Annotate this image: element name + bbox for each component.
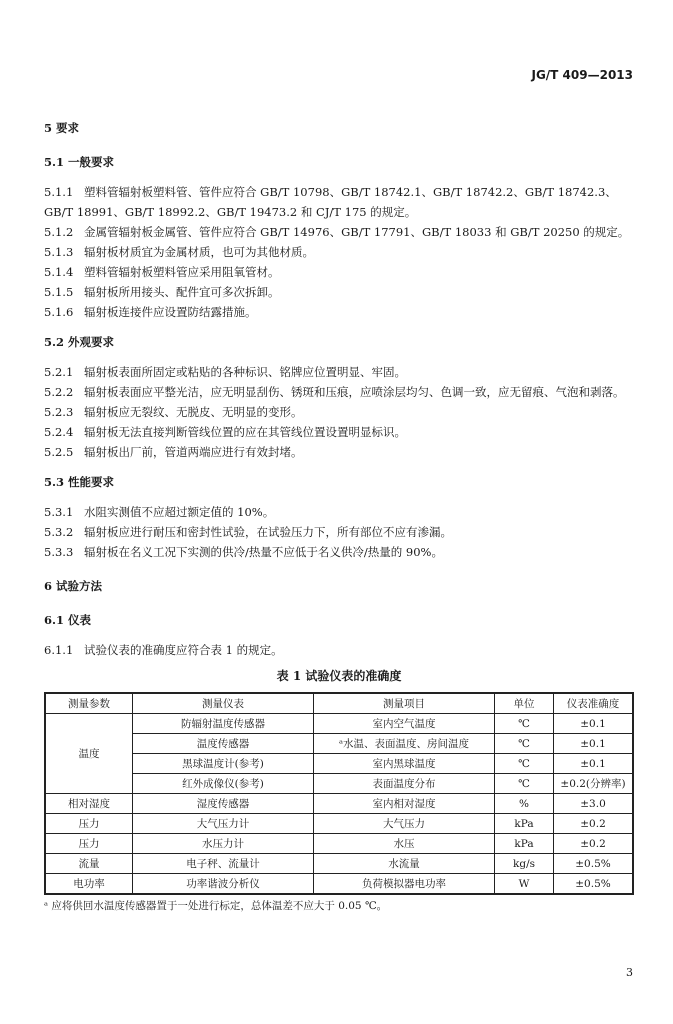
section-5-1-title: 5.1 一般要求 [44,155,115,169]
unit-cell: W [495,874,554,895]
param-cell: 流量 [45,854,133,874]
item-cell: 水流量 [314,854,495,874]
section-6-title: 6 试验方法 [44,579,103,593]
instrument-cell: 黑球温度计(参考) [133,754,314,774]
header-param: 测量参数 [45,693,133,714]
instrument-cell: 防辐射温度传感器 [133,714,314,734]
param-cell: 相对湿度 [45,794,133,814]
table-row [45,814,633,834]
standard-code: JG/T 409—2013 [531,68,633,82]
item-cell: 室内相对湿度 [314,794,495,814]
clause-6-1-1: 6.1.1 试验仪表的准确度应符合表 1 的规定。 [44,643,283,657]
instrument-cell: 湿度传感器 [133,794,314,814]
unit-cell: ℃ [495,734,554,754]
instrument-cell: 红外成像仪(参考) [133,774,314,794]
unit-cell: % [495,794,554,814]
item-cell: 室内黑球温度 [314,754,495,774]
clause-5-1-2: 5.1.2 金属管辐射板金属管、管件应符合 GB/T 14976、GB/T 17791、GB/T 18033 和 GB/T 20250 的规定。 [44,225,630,239]
section-5-title: 5 要求 [44,121,80,135]
item-cell: 负荷模拟器电功率 [314,874,495,895]
section-6-1-title: 6.1 仪表 [44,613,92,627]
table-row [45,774,633,794]
clause-5-1-5: 5.1.5 辐射板所用接头、配件宜可多次拆卸。 [44,285,280,299]
clause-5-3-1: 5.3.1 水阻实测值不应超过额定值的 10%。 [44,505,275,519]
header-instrument: 测量仪表 [133,693,314,714]
table-row [45,734,633,754]
table-1-title: 表 1 试验仪表的准确度 [276,669,402,683]
document-body [44,118,634,915]
unit-cell: kPa [495,834,554,854]
unit-cell: ℃ [495,754,554,774]
accuracy-cell: ±0.1 [554,754,634,774]
clause-5-1-3: 5.1.3 辐射板材质宜为金属材质，也可为其他材质。 [44,245,314,259]
param-cell-temperature: 温度 [45,714,133,794]
accuracy-cell: ±0.1 [554,714,634,734]
table-row [45,874,633,895]
table-row [45,834,633,854]
header-item: 测量项目 [314,693,495,714]
item-cell: 室内空气温度 [314,714,495,734]
accuracy-cell: ±0.2(分辨率) [554,774,634,794]
unit-cell: kPa [495,814,554,834]
clause-5-2-3: 5.2.3 辐射板应无裂纹、无脱皮、无明显的变形。 [44,405,303,419]
param-cell: 压力 [45,814,133,834]
section-5-3-items [44,502,634,562]
accuracy-cell: ±3.0 [554,794,634,814]
item-cell: 水压 [314,834,495,854]
instrument-cell: 温度传感器 [133,734,314,754]
section-5-1-items [44,182,634,322]
clause-5-2-4: 5.2.4 辐射板无法直接判断管线位置的应在其管线位置设置明显标识。 [44,425,406,439]
clause-5-2-5: 5.2.5 辐射板出厂前，管道两端应进行有效封堵。 [44,445,303,459]
accuracy-cell: ±0.5% [554,874,634,895]
unit-cell: ℃ [495,714,554,734]
table-footnote: ᵃ 应将供回水温度传感器置于一处进行标定，总体温差不应大于 0.05 ℃。 [44,900,388,912]
unit-cell: ℃ [495,774,554,794]
header-unit: 单位 [495,693,554,714]
instrument-cell: 大气压力计 [133,814,314,834]
instrument-accuracy-table [44,692,634,895]
table-row [45,714,633,734]
param-cell: 电功率 [45,874,133,895]
instrument-cell: 功率谐波分析仪 [133,874,314,895]
page-number: 3 [626,966,633,979]
table-row [45,794,633,814]
item-cell: 表面温度分布 [314,774,495,794]
item-cell: 大气压力 [314,814,495,834]
accuracy-cell: ±0.1 [554,734,634,754]
clause-5-3-3: 5.3.3 辐射板在名义工况下实测的供冷/热量不应低于名义供冷/热量的 90%。 [44,545,443,559]
accuracy-cell: ±0.2 [554,834,634,854]
clause-5-2-2: 5.2.2 辐射板表面应平整光洁，应无明显刮伤、锈斑和压痕，应喷涂层均匀、色调一致，应无留痕、气泡和剥落。 [44,385,625,399]
instrument-cell: 水压力计 [133,834,314,854]
clause-5-1-6: 5.1.6 辐射板连接件应设置防结露措施。 [44,305,257,319]
clause-5-3-2: 5.3.2 辐射板应进行耐压和密封性试验，在试验压力下，所有部位不应有渗漏。 [44,525,452,539]
instrument-cell: 电子秤、流量计 [133,854,314,874]
header-accuracy: 仪表准确度 [554,693,634,714]
accuracy-cell: ±0.5% [554,854,634,874]
clause-5-2-1: 5.2.1 辐射板表面所固定或粘贴的各种标识、铭牌应位置明显、牢固。 [44,365,406,379]
param-cell: 压力 [45,834,133,854]
item-cell: ᵃ水温、表面温度、房间温度 [314,734,495,754]
clause-5-1-4: 5.1.4 塑料管辐射板塑料管应采用阻氧管材。 [44,265,280,279]
section-5-3-title: 5.3 性能要求 [44,475,115,489]
table-row [45,854,633,874]
section-5-2-title: 5.2 外观要求 [44,335,115,349]
table-header-row [45,693,633,714]
accuracy-cell: ±0.2 [554,814,634,834]
clause-5-1-1: 5.1.1 塑料管辐射板塑料管、管件应符合 GB/T 10798、GB/T 18742.1、GB/T 18742.2、GB/T 18742.3、GB/T 18991、GB/T 18992.2、GB/T 19473.2 和 CJ/T 175 的规定。 [44,185,617,219]
section-5-2-items [44,362,634,462]
table-row [45,754,633,774]
unit-cell: kg/s [495,854,554,874]
